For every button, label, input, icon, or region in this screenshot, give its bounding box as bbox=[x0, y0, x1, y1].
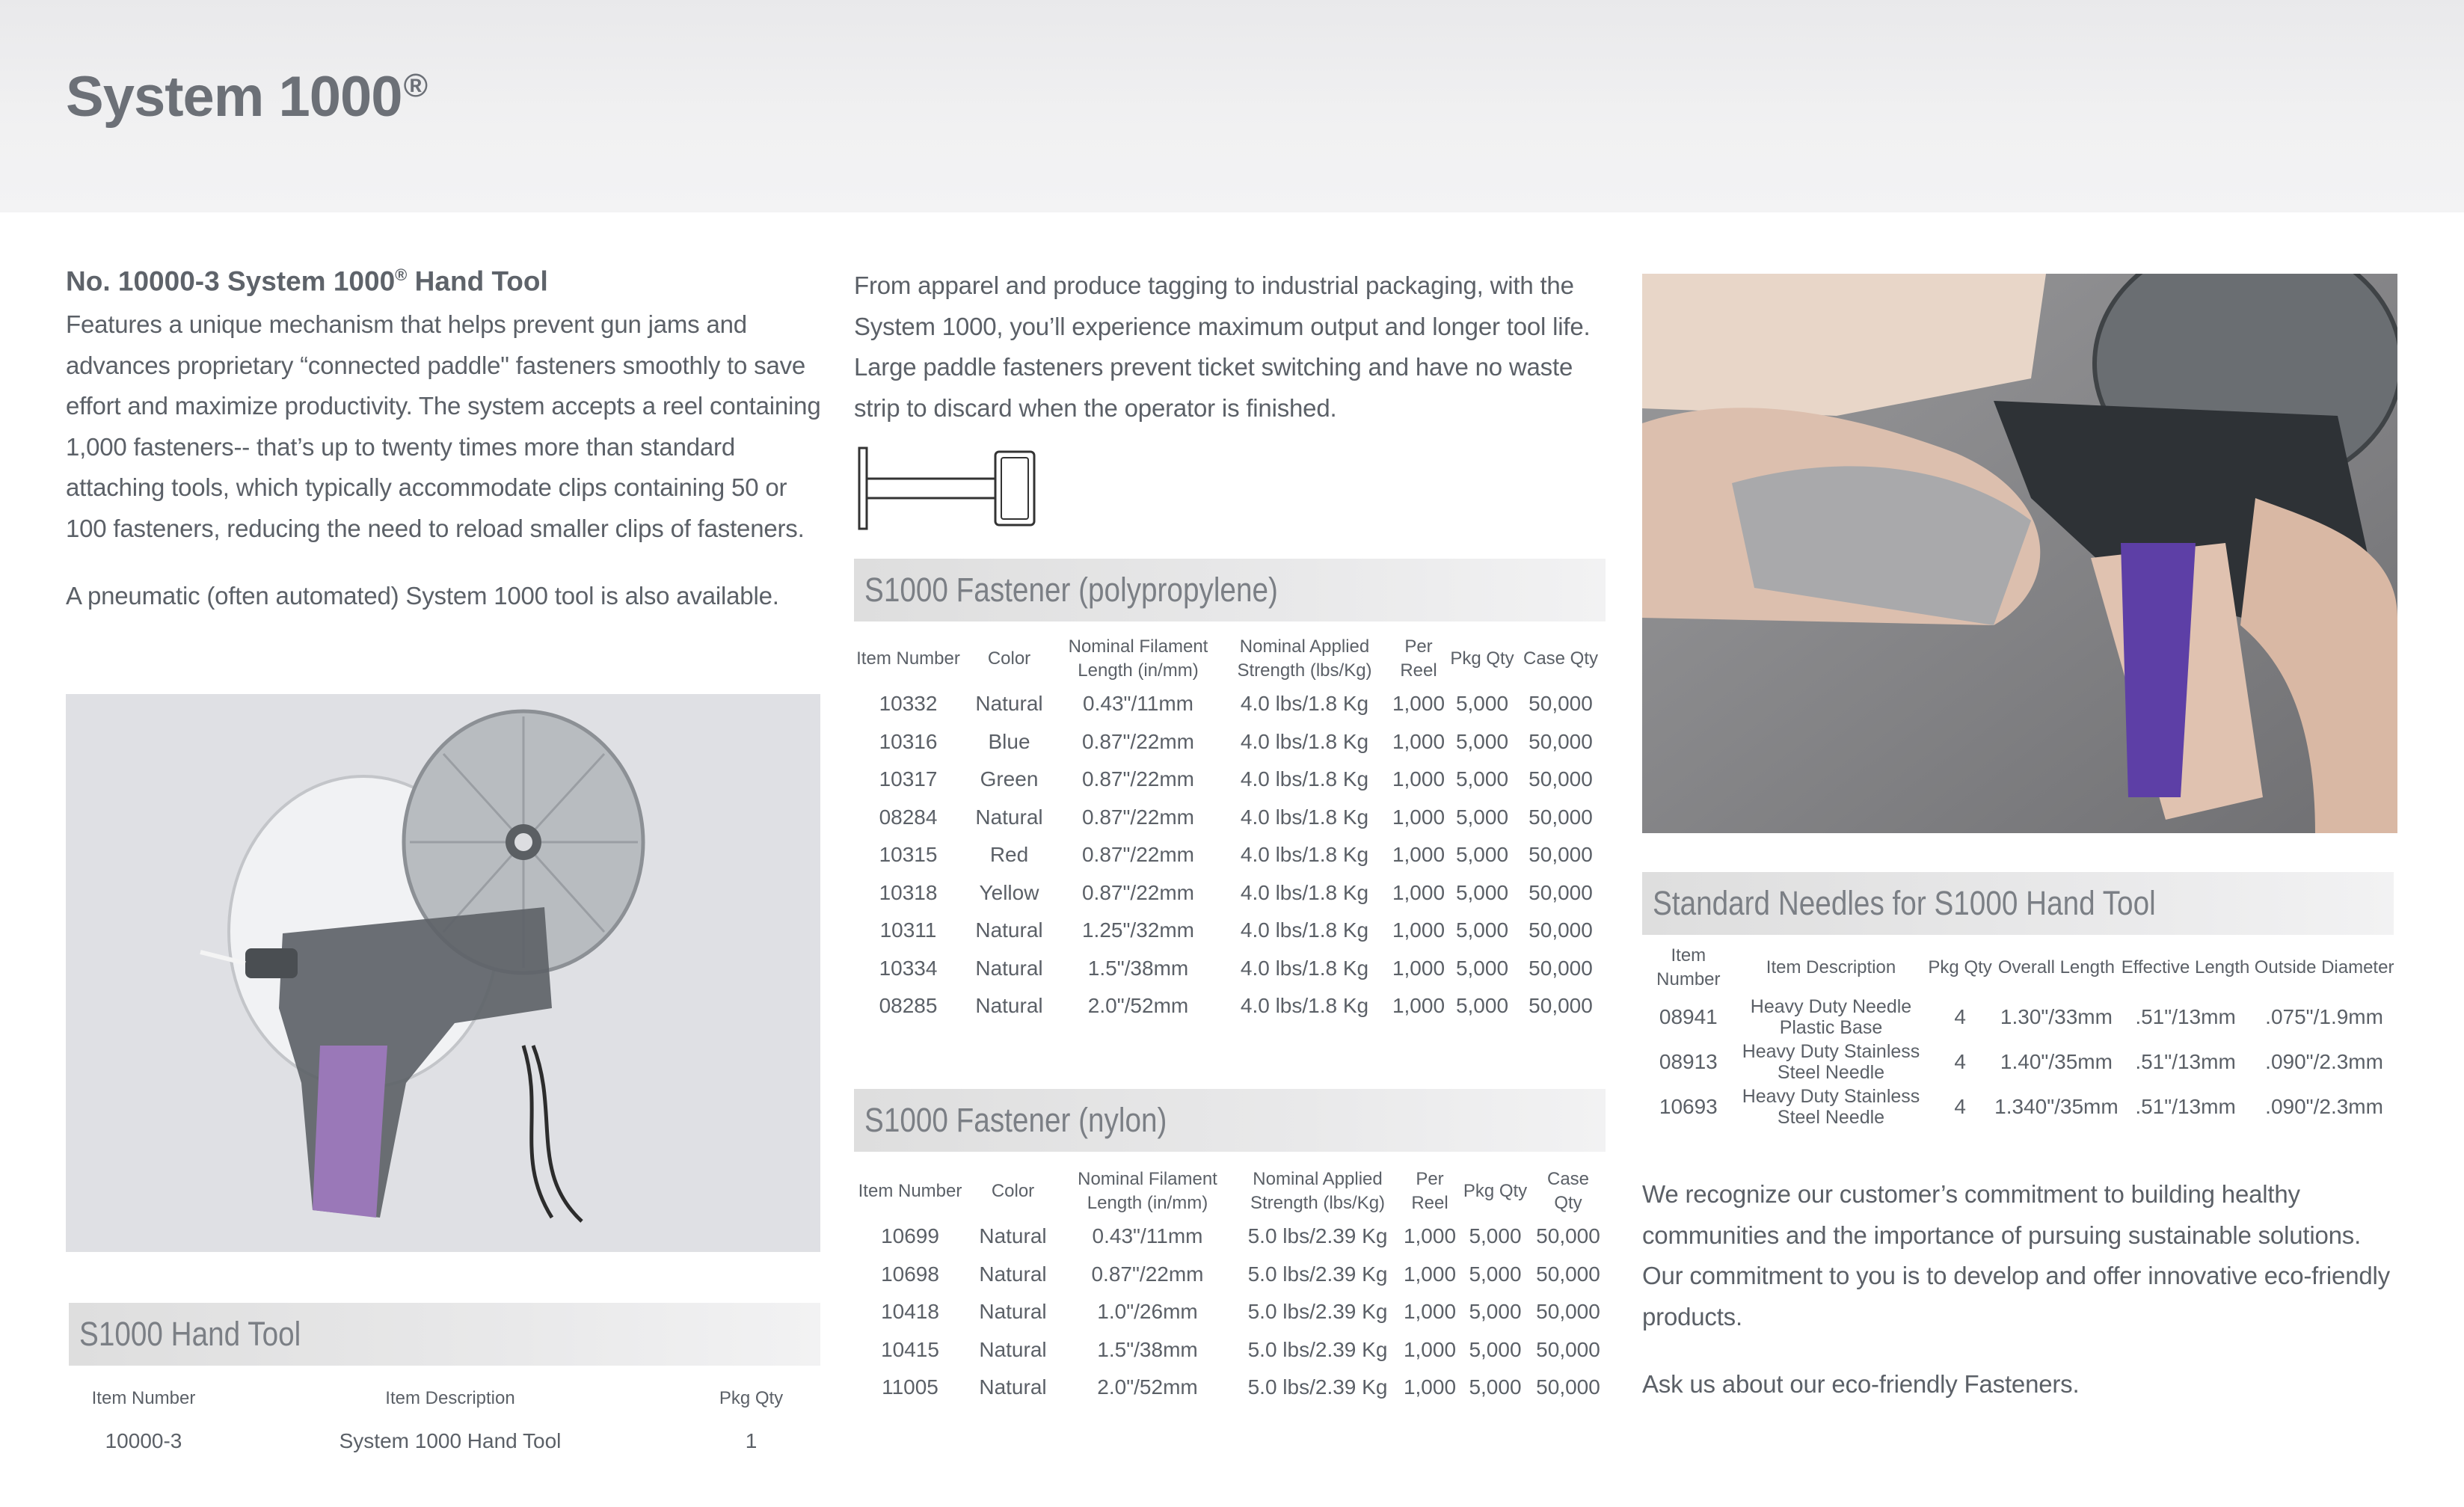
table-cell: 1.340"/35mm bbox=[1994, 1095, 2119, 1118]
hand-tool-intro bbox=[66, 266, 821, 617]
table-cell: 1,000 bbox=[1403, 1262, 1457, 1286]
col-header: Pkg Qty bbox=[1928, 957, 1992, 977]
col-header: Item Description bbox=[1766, 957, 1896, 977]
table-cell: 10332 bbox=[879, 692, 938, 716]
col-header: Pkg Qty bbox=[719, 1388, 784, 1408]
table-row bbox=[1642, 995, 2397, 1040]
table-cell: 50,000 bbox=[1536, 1262, 1600, 1286]
table-cell: 5,000 bbox=[1469, 1262, 1522, 1286]
hand-tool-table-header bbox=[69, 1382, 820, 1415]
fastener-intro bbox=[854, 266, 1606, 429]
table-cell: 4.0 lbs/1.8 Kg bbox=[1240, 729, 1369, 753]
col-header: Item Number bbox=[858, 1181, 962, 1201]
col-header: Pkg Qty bbox=[1450, 648, 1514, 669]
col-header: Nominal Filament Length (in/mm) bbox=[1078, 1169, 1217, 1213]
table-cell: 10693 bbox=[1659, 1095, 1718, 1118]
table-cell: 5,000 bbox=[1455, 692, 1509, 716]
table-cell: 0.87"/22mm bbox=[1081, 729, 1194, 753]
table-cell: 4 bbox=[1954, 1005, 1966, 1028]
needles-table-body bbox=[1642, 995, 2397, 1129]
table-cell: .090"/2.3mm bbox=[2265, 1050, 2383, 1073]
table-cell: 5,000 bbox=[1455, 843, 1509, 867]
table-row bbox=[854, 1293, 1606, 1331]
table-cell: Heavy Duty Stainless Steel Needle bbox=[1742, 1041, 1920, 1083]
table-cell: 5.0 lbs/2.39 Kg bbox=[1247, 1300, 1388, 1324]
table-cell: 0.43"/11mm bbox=[1092, 1224, 1203, 1248]
table-cell: 5,000 bbox=[1455, 767, 1509, 791]
table-cell: 1,000 bbox=[1392, 843, 1445, 867]
table-cell: 0.87"/22mm bbox=[1081, 843, 1194, 867]
table-cell: 5,000 bbox=[1455, 956, 1509, 980]
table-row bbox=[854, 1256, 1606, 1294]
table-cell: 5.0 lbs/2.39 Kg bbox=[1247, 1224, 1388, 1248]
hand-tool-table-title: S1000 Hand Tool bbox=[79, 1315, 301, 1353]
table-cell: 50,000 bbox=[1529, 880, 1593, 904]
col-header: Nominal Applied Strength (lbs/Kg) bbox=[1250, 1169, 1386, 1213]
table-cell: Natural bbox=[979, 1224, 1047, 1248]
table-row bbox=[1642, 1084, 2397, 1129]
table-cell: 1.5"/38mm bbox=[1087, 956, 1189, 980]
nylon-table-header bbox=[854, 1165, 1606, 1218]
table-cell: 50,000 bbox=[1529, 729, 1593, 753]
table-cell: 10311 bbox=[879, 918, 937, 942]
col-header: Overall Length bbox=[1997, 957, 2115, 977]
table-cell: 5,000 bbox=[1455, 918, 1509, 942]
table-cell: 1,000 bbox=[1392, 994, 1445, 1018]
hand-tool-table bbox=[69, 1382, 820, 1467]
table-cell: 1,000 bbox=[1392, 918, 1445, 942]
table-cell: 10334 bbox=[879, 956, 938, 980]
table-cell: 4 bbox=[1954, 1095, 1966, 1118]
table-cell: 5,000 bbox=[1469, 1300, 1522, 1324]
table-cell: 1,000 bbox=[1403, 1224, 1457, 1248]
table-cell: Blue bbox=[988, 729, 1030, 753]
table-cell: 4.0 lbs/1.8 Kg bbox=[1240, 918, 1369, 942]
table-cell: 10317 bbox=[879, 767, 938, 791]
table-cell: 5.0 lbs/2.39 Kg bbox=[1247, 1375, 1388, 1399]
eco-statement bbox=[1642, 1174, 2397, 1405]
table-cell: Heavy Duty Stainless Steel Needle bbox=[1742, 1086, 1920, 1128]
col-header: Outside Diameter bbox=[2254, 957, 2394, 977]
table-cell: Natural bbox=[979, 1375, 1047, 1399]
table-cell: 08913 bbox=[1659, 1050, 1718, 1073]
table-row bbox=[854, 761, 1606, 799]
table-cell: 50,000 bbox=[1529, 767, 1593, 791]
table-cell: 5.0 lbs/2.39 Kg bbox=[1247, 1262, 1388, 1286]
table-cell: Natural bbox=[975, 994, 1043, 1018]
table-cell: 1,000 bbox=[1403, 1300, 1457, 1324]
hand-tool-heading: No. 10000-3 System 1000® Hand Tool bbox=[66, 266, 548, 297]
table-cell: Natural bbox=[975, 918, 1043, 942]
table-cell: 4.0 lbs/1.8 Kg bbox=[1240, 805, 1369, 829]
paddle-fastener-icon bbox=[857, 446, 1038, 531]
table-cell: 4.0 lbs/1.8 Kg bbox=[1240, 956, 1369, 980]
table-cell: 1,000 bbox=[1392, 767, 1445, 791]
hand-tool-photo bbox=[66, 694, 820, 1252]
table-cell: 1,000 bbox=[1392, 692, 1445, 716]
table-cell: 50,000 bbox=[1529, 692, 1593, 716]
table-cell: 2.0"/52mm bbox=[1097, 1375, 1198, 1399]
table-cell: 5,000 bbox=[1455, 729, 1509, 753]
table-cell: 0.87"/22mm bbox=[1081, 880, 1194, 904]
table-cell: 5,000 bbox=[1469, 1337, 1522, 1361]
table-cell: Natural bbox=[979, 1262, 1047, 1286]
table-cell: 5,000 bbox=[1469, 1375, 1522, 1399]
col-header: Color bbox=[991, 1181, 1035, 1201]
needle-in-use-photo bbox=[1642, 274, 2397, 833]
table-row bbox=[854, 1331, 1606, 1369]
table-row bbox=[1642, 1040, 2397, 1084]
table-cell: 5,000 bbox=[1455, 880, 1509, 904]
table-row bbox=[854, 685, 1606, 723]
table-row bbox=[854, 950, 1606, 988]
nylon-band bbox=[854, 1089, 1606, 1152]
table-cell: 4 bbox=[1954, 1050, 1966, 1073]
poly-table-body bbox=[854, 685, 1606, 1025]
eco-ask: Ask us about our eco-friendly Fasteners. bbox=[1642, 1370, 2080, 1398]
table-cell: 50,000 bbox=[1536, 1224, 1600, 1248]
col-header: Color bbox=[987, 648, 1031, 669]
table-cell: .075"/1.9mm bbox=[2265, 1005, 2383, 1028]
poly-table-title: S1000 Fastener (polypropylene) bbox=[864, 571, 1278, 609]
col-header: Case Qty bbox=[1523, 648, 1599, 669]
table-cell: 5,000 bbox=[1469, 1224, 1522, 1248]
table-cell: .090"/2.3mm bbox=[2265, 1095, 2383, 1118]
poly-band bbox=[854, 559, 1606, 621]
col-header: Pkg Qty bbox=[1463, 1181, 1528, 1201]
table-cell: Natural bbox=[979, 1300, 1047, 1324]
table-cell: 1,000 bbox=[1403, 1375, 1457, 1399]
col-header: Per Reel bbox=[1411, 1169, 1448, 1213]
table-cell: 0.43"/11mm bbox=[1083, 692, 1193, 716]
needles-band bbox=[1642, 872, 2394, 935]
pneumatic-note: A pneumatic (often automated) System 1000 tool is also available. bbox=[66, 582, 779, 610]
table-cell: Heavy Duty Needle Plastic Base bbox=[1750, 996, 1912, 1038]
col-header: Case Qty bbox=[1546, 1169, 1590, 1213]
col-header: Effective Length bbox=[2121, 957, 2250, 977]
needles-table-title: Standard Needles for S1000 Hand Tool bbox=[1653, 884, 2156, 922]
table-cell: Natural bbox=[975, 956, 1043, 980]
table-cell: 4.0 lbs/1.8 Kg bbox=[1240, 994, 1369, 1018]
table-cell: 1 bbox=[745, 1429, 758, 1452]
table-cell: Yellow bbox=[979, 880, 1039, 904]
table-cell: 1,000 bbox=[1392, 729, 1445, 753]
table-cell: 50,000 bbox=[1529, 843, 1593, 867]
table-row bbox=[854, 987, 1606, 1025]
table-cell: 2.0"/52mm bbox=[1087, 994, 1189, 1018]
col-header: Item Number bbox=[856, 648, 960, 669]
needles-table bbox=[1642, 941, 2397, 1129]
table-cell: 50,000 bbox=[1529, 994, 1593, 1018]
page-title: System 1000® bbox=[66, 65, 427, 129]
table-cell: 10318 bbox=[879, 880, 938, 904]
table-row bbox=[854, 723, 1606, 761]
table-cell: 50,000 bbox=[1536, 1375, 1600, 1399]
hand-tool-description: Features a unique mechanism that helps prevent gun jams and advances proprietary “connected paddle" fasteners smoothly to save effort and maximize productivity. The system accepts a reel containing 1,000 fasteners-- that’s up to twenty times more than standard attaching tools, which typically accommodate clips containing 50 or 100 fasteners, reducing the need to reload smaller clips of fasteners. bbox=[66, 310, 821, 542]
table-cell: 1,000 bbox=[1392, 880, 1445, 904]
table-cell: 50,000 bbox=[1529, 805, 1593, 829]
table-cell: 08285 bbox=[879, 994, 938, 1018]
nylon-table-body bbox=[854, 1218, 1606, 1407]
table-cell: 10418 bbox=[881, 1300, 939, 1324]
page-header bbox=[0, 0, 2464, 212]
table-row bbox=[854, 912, 1606, 950]
table-cell: .51"/13mm bbox=[2135, 1095, 2236, 1118]
table-cell: 1.30"/33mm bbox=[2000, 1005, 2113, 1028]
table-cell: 1,000 bbox=[1392, 805, 1445, 829]
table-row bbox=[854, 799, 1606, 837]
table-cell: 50,000 bbox=[1529, 918, 1593, 942]
table-cell: 5,000 bbox=[1455, 805, 1509, 829]
table-cell: 08941 bbox=[1659, 1005, 1718, 1028]
table-cell: .51"/13mm bbox=[2135, 1050, 2236, 1073]
table-cell: 50,000 bbox=[1536, 1337, 1600, 1361]
eco-commitment: We recognize our customer’s commitment to building healthy communities and the importance of pursuing sustainable solutions. Our commitment to you is to develop and offer innovative eco-friendly products. bbox=[1642, 1180, 2390, 1330]
hand-tool-band bbox=[69, 1303, 820, 1366]
fastener-description: From apparel and produce tagging to industrial packaging, with the System 1000, you’ll experience maximum output and longer tool life. Large paddle fasteners prevent ticket switching and have no waste strip to discard when the operator is finished. bbox=[854, 271, 1591, 422]
table-cell: 0.87"/22mm bbox=[1081, 805, 1194, 829]
table-cell: 0.87"/22mm bbox=[1081, 767, 1194, 791]
table-cell: 4.0 lbs/1.8 Kg bbox=[1240, 880, 1369, 904]
poly-table-header bbox=[854, 633, 1606, 685]
table-cell: Natural bbox=[979, 1337, 1047, 1361]
table-cell: 1,000 bbox=[1392, 956, 1445, 980]
table-row bbox=[854, 1218, 1606, 1256]
table-cell: System 1000 Hand Tool bbox=[339, 1429, 562, 1452]
nylon-table-title: S1000 Fastener (nylon) bbox=[864, 1101, 1167, 1139]
table-cell: Natural bbox=[975, 692, 1043, 716]
table-cell: 10315 bbox=[879, 843, 938, 867]
table-row bbox=[854, 874, 1606, 912]
col-header: Item Description bbox=[385, 1388, 515, 1408]
table-cell: 1.5"/38mm bbox=[1097, 1337, 1198, 1361]
table-cell: 11005 bbox=[882, 1375, 938, 1399]
table-cell: 50,000 bbox=[1536, 1300, 1600, 1324]
col-header: Item Number bbox=[91, 1388, 196, 1408]
table-cell: Green bbox=[980, 767, 1039, 791]
table-row bbox=[854, 1369, 1606, 1407]
col-header: Per Reel bbox=[1400, 636, 1437, 681]
table-cell: .51"/13mm bbox=[2135, 1005, 2236, 1028]
table-row bbox=[69, 1415, 820, 1467]
table-cell: Red bbox=[989, 843, 1029, 867]
table-cell: 10000-3 bbox=[105, 1429, 182, 1452]
needles-table-header bbox=[1642, 941, 2397, 995]
table-cell: 10316 bbox=[879, 729, 938, 753]
col-header: Item Number bbox=[1656, 945, 1721, 989]
table-cell: 1.25"/32mm bbox=[1081, 918, 1194, 942]
table-cell: 4.0 lbs/1.8 Kg bbox=[1240, 843, 1369, 867]
table-cell: 1,000 bbox=[1403, 1337, 1457, 1361]
col-header: Nominal Applied Strength (lbs/Kg) bbox=[1237, 636, 1372, 681]
table-cell: 10698 bbox=[881, 1262, 939, 1286]
table-row bbox=[854, 836, 1606, 874]
poly-fastener-table bbox=[854, 633, 1606, 1025]
table-cell: 08284 bbox=[879, 805, 938, 829]
table-cell: 10699 bbox=[881, 1224, 939, 1248]
table-cell: 10415 bbox=[881, 1337, 939, 1361]
table-cell: 5.0 lbs/2.39 Kg bbox=[1247, 1337, 1388, 1361]
table-cell: 0.87"/22mm bbox=[1091, 1262, 1204, 1286]
table-cell: 1.0"/26mm bbox=[1097, 1300, 1198, 1324]
nylon-fastener-table bbox=[854, 1165, 1606, 1407]
col-header: Nominal Filament Length (in/mm) bbox=[1068, 636, 1208, 681]
table-cell: 50,000 bbox=[1529, 956, 1593, 980]
table-cell: 1.40"/35mm bbox=[2000, 1050, 2113, 1073]
table-cell: Natural bbox=[975, 805, 1043, 829]
table-cell: 4.0 lbs/1.8 Kg bbox=[1240, 767, 1369, 791]
table-cell: 4.0 lbs/1.8 Kg bbox=[1240, 692, 1369, 716]
table-cell: 5,000 bbox=[1455, 994, 1509, 1018]
